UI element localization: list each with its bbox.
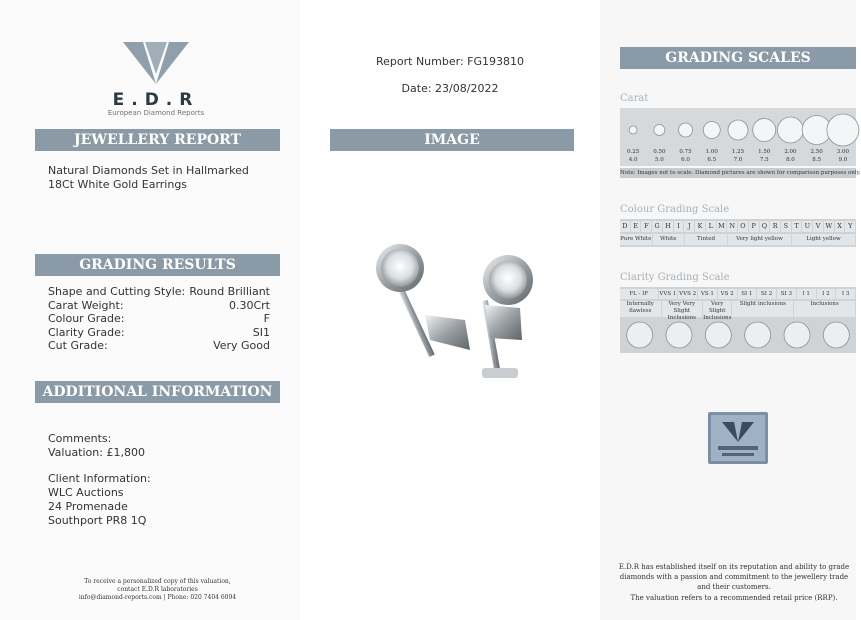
carat-mm-label: 6.0 xyxy=(681,157,690,163)
carat-weight-label: 0.25 xyxy=(626,149,640,155)
carat-mm-label: 9.0 xyxy=(838,157,848,163)
carat-mm-label: 8.5 xyxy=(812,157,822,163)
colour-grade-letter: Y xyxy=(845,221,855,232)
clarity-grade-label: I 3 xyxy=(836,289,855,299)
grading-label: Cut Grade: xyxy=(48,339,108,352)
client-name: WLC Auctions xyxy=(48,486,124,499)
colour-grade-letter: D xyxy=(620,221,630,232)
clarity-diamond-icon xyxy=(666,322,692,348)
clarity-grade-label: SI 3 xyxy=(777,289,796,299)
clarity-diamond-icon xyxy=(705,322,731,348)
right-panel xyxy=(600,0,861,620)
carat-mm-label: 4.0 xyxy=(628,157,638,163)
grading-row-carat xyxy=(48,299,270,313)
carat-diamond-icon xyxy=(777,117,803,143)
carat-mm-label: 6.5 xyxy=(707,157,717,163)
colour-group-label: Very light yellow xyxy=(728,234,791,245)
clarity-grade-label: VS 2 xyxy=(718,289,737,299)
carat-diamond-icon xyxy=(679,123,693,137)
comments-label: Comments: xyxy=(48,432,112,445)
carat-weight-label: 1.00 xyxy=(705,149,718,155)
clarity-grade-label: SI 1 xyxy=(738,289,757,299)
carat-weight-label: 0.50 xyxy=(653,149,666,155)
grading-results-header: GRADING RESULTS xyxy=(35,254,280,276)
carat-weight-label: 2.00 xyxy=(784,149,797,155)
colour-grade-letter: J xyxy=(684,221,694,232)
colour-group-label: White xyxy=(653,234,685,245)
clarity-diamond-icon xyxy=(823,322,849,348)
clarity-scale-title: Clarity Grading Scale xyxy=(620,272,730,283)
clarity-group-label: Slight inclusions xyxy=(732,301,793,317)
colour-group-label: Light yellow xyxy=(792,234,855,245)
carat-weight-label: 0.75 xyxy=(679,149,692,155)
carat-diamond-icon xyxy=(753,119,776,142)
right-footer-line-3: and their customers. xyxy=(697,583,771,591)
grading-value: 0.30Crt xyxy=(228,298,270,312)
clarity-diamond-icon xyxy=(784,322,810,348)
clarity-scale xyxy=(620,287,856,353)
colour-grade-letter: W xyxy=(825,222,833,230)
valuation-text: Valuation: £1,800 xyxy=(48,446,145,459)
colour-grade-letter: P xyxy=(749,221,759,232)
colour-grade-letter: N xyxy=(727,221,737,232)
colour-grade-letter: O xyxy=(738,221,748,232)
clarity-grade-label: SI 2 xyxy=(757,289,776,299)
report-date: Date: 23/08/2022 xyxy=(401,82,499,95)
clarity-grade-label: VVS 1 xyxy=(659,291,677,297)
grading-label: Carat Weight: xyxy=(48,298,124,312)
carat-diamond-icon xyxy=(703,122,720,139)
carat-weight-label: 2.50 xyxy=(810,149,823,155)
colour-grade-letter: K xyxy=(695,221,705,232)
carat-diamond-icon xyxy=(728,120,748,140)
clarity-diamonds xyxy=(620,318,856,352)
colour-grade-letter: H xyxy=(663,221,673,232)
footer-line-2: contact E.D.R laboratories xyxy=(117,586,198,593)
clarity-grade-label: I 2 xyxy=(817,289,836,299)
carat-weight-label: 1.50 xyxy=(758,149,771,155)
jewellery-report-header: JEWELLERY REPORT xyxy=(35,129,280,151)
grading-row-cut xyxy=(48,339,270,353)
grading-label: Shape and Cutting Style: xyxy=(48,285,186,298)
grading-scales-header: GRADING SCALES xyxy=(620,47,856,69)
image-header: IMAGE xyxy=(330,129,574,151)
description-line-2: 18Ct White Gold Earrings xyxy=(48,178,188,191)
colour-group-label: Tinted xyxy=(685,234,727,245)
carat-mm-label: 5.0 xyxy=(654,157,664,163)
carat-scale xyxy=(620,108,856,166)
carat-note: Note: Images not to scale. Diamond pictures are shown for comparison purposes only. xyxy=(620,170,861,176)
grading-value: Round Brilliant xyxy=(189,285,270,298)
clarity-group-label: Inclusions xyxy=(794,301,855,317)
clarity-grade-label: VS 1 xyxy=(698,289,717,299)
colour-grade-letter: S xyxy=(781,221,791,232)
carat-scale-title: Carat xyxy=(620,93,649,104)
carat-weight-label: 3.00 xyxy=(836,149,849,155)
logo-subtitle: European Diamond Reports xyxy=(107,109,205,117)
earrings-image xyxy=(370,240,540,390)
carat-diamonds xyxy=(620,110,856,148)
client-address-line-2: Southport PR8 1Q xyxy=(48,514,147,527)
carat-weight-label: 1.25 xyxy=(731,149,745,155)
colour-scale-title: Colour Grading Scale xyxy=(620,204,730,215)
grading-label: Colour Grade: xyxy=(48,312,125,325)
colour-grade-letter: I xyxy=(674,221,684,232)
grading-value: Very Good xyxy=(213,339,270,352)
colour-grade-letter: T xyxy=(792,221,802,232)
carat-mm-label: 7.5 xyxy=(759,157,769,163)
logo-text: E.D.R xyxy=(112,90,200,110)
client-information-label: Client Information: xyxy=(48,472,151,485)
colour-grade-letter: M xyxy=(718,222,725,230)
colour-group-label: Pure White xyxy=(620,234,652,245)
clarity-group-label: Internally flawless xyxy=(620,301,661,317)
description-line-1: Natural Diamonds Set in Hallmarked xyxy=(48,164,249,177)
carat-mm-label: 7.0 xyxy=(733,157,743,163)
middle-panel xyxy=(300,0,600,620)
grading-row-colour xyxy=(48,312,270,326)
colour-grade-letter: X xyxy=(835,221,845,232)
clarity-group-label: Very Slight Inclusions xyxy=(703,301,732,321)
hologram-seal-icon xyxy=(708,412,768,464)
carat-diamond-icon xyxy=(827,114,859,146)
additional-information-header: ADDITIONAL INFORMATION xyxy=(35,381,280,403)
colour-grade-letter: R xyxy=(770,221,780,232)
right-footer-line-1: E.D.R has established itself on its reputation and ability to grade xyxy=(618,563,850,571)
colour-grade-letter: E xyxy=(631,221,641,232)
grading-results-list xyxy=(48,285,270,353)
footer-line-3: info@diamond-reports.com | Phone: 020 7404 6094 xyxy=(78,594,237,601)
carat-diamond-icon xyxy=(629,126,637,134)
grading-value: SI1 xyxy=(252,325,270,339)
right-footer-line-4: The valuation refers to a recommended retail price (RRP). xyxy=(630,594,838,602)
colour-grade-letter: F xyxy=(641,221,651,232)
clarity-grade-label: I 1 xyxy=(797,289,816,299)
clarity-grade-label: VVS 2 xyxy=(679,291,697,297)
report-number: Report Number: FG193810 xyxy=(375,55,524,68)
client-address-line-1: 24 Promenade xyxy=(48,500,128,513)
colour-grade-letter: U xyxy=(802,221,812,232)
grading-row-shape xyxy=(48,285,270,299)
clarity-grade-label: FL - IF xyxy=(620,289,658,299)
clarity-diamond-icon xyxy=(745,322,771,348)
colour-grade-letter: V xyxy=(813,221,823,232)
grading-label: Clarity Grade: xyxy=(48,325,125,339)
left-panel xyxy=(0,0,300,620)
carat-diamond-icon xyxy=(654,125,665,136)
carat-mm-label: 8.0 xyxy=(786,157,795,163)
clarity-group-label: Very Very Slight Inclusions xyxy=(662,301,703,317)
clarity-diamond-icon xyxy=(627,322,653,348)
edr-diamond-logo-icon xyxy=(121,40,191,86)
colour-grade-letter: G xyxy=(652,221,662,232)
right-footer-line-2: diamonds with a passion and commitment to the jewellery trade xyxy=(619,573,849,581)
colour-scale xyxy=(620,219,856,247)
colour-grade-letter: Q xyxy=(760,221,770,232)
grading-value: F xyxy=(263,312,270,325)
colour-grade-letter: L xyxy=(706,221,716,232)
footer-line-1: To receive a personalized copy of this valuation, xyxy=(84,578,231,585)
grading-row-clarity xyxy=(48,326,270,340)
